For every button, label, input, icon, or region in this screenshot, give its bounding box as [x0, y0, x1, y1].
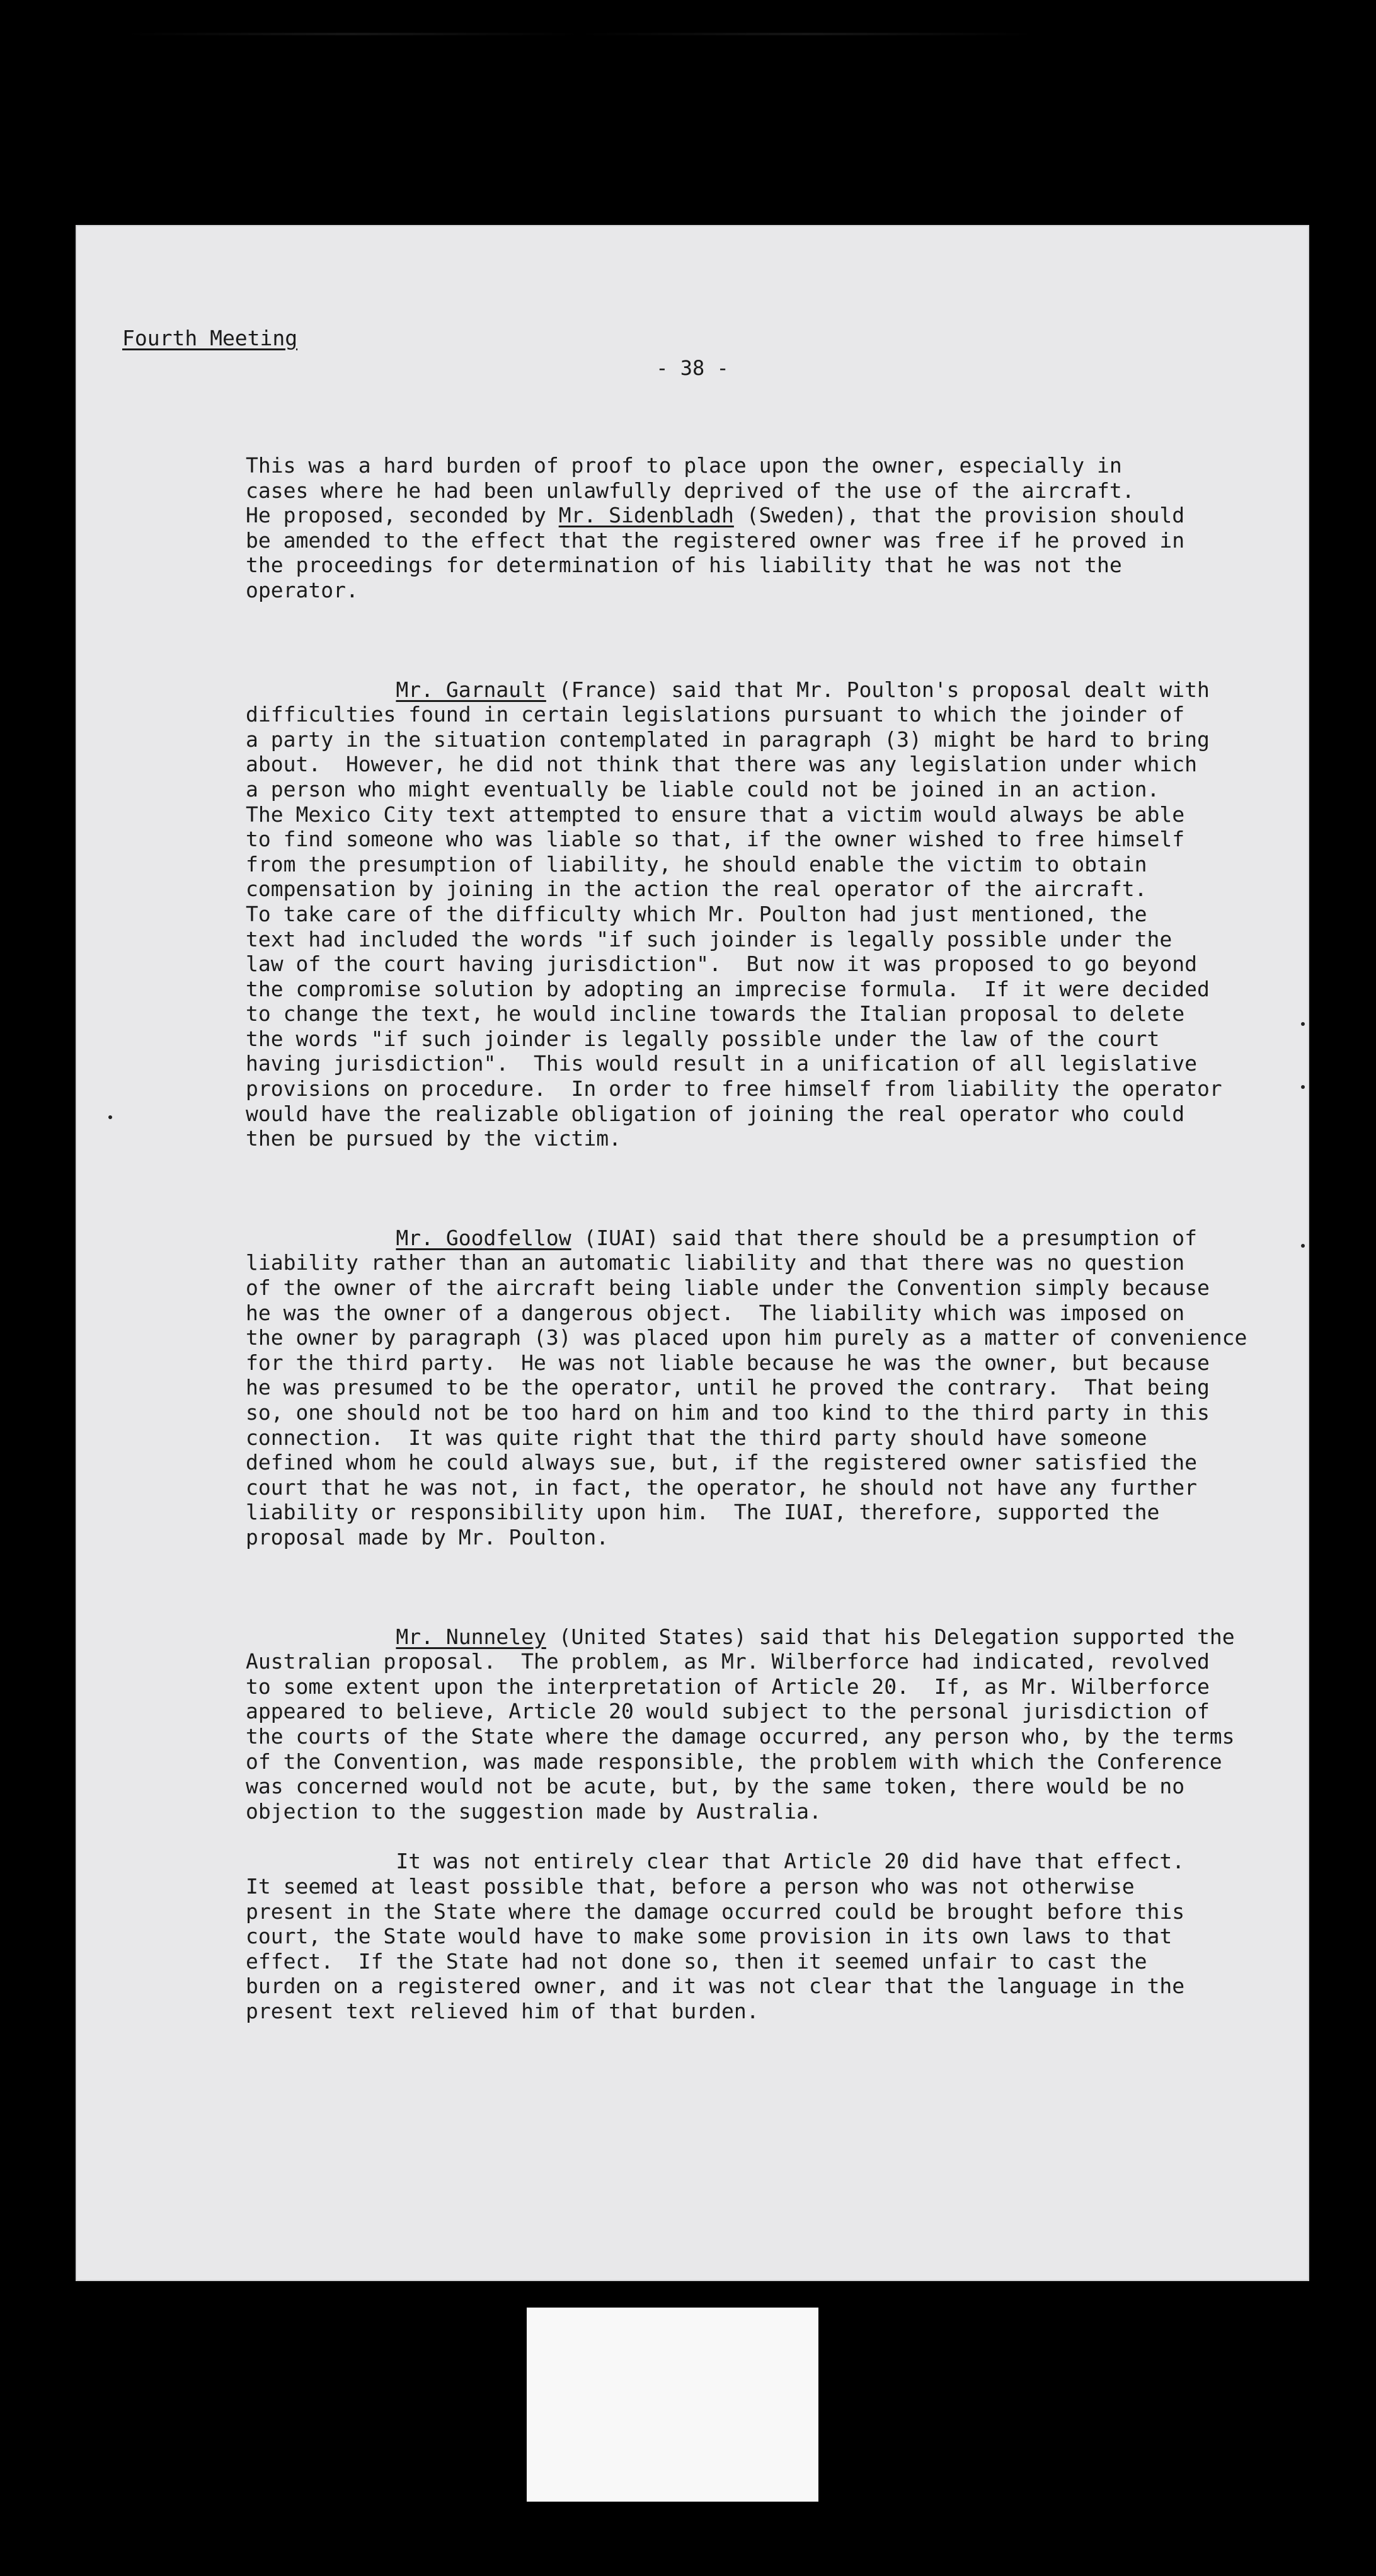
- text-line: be amended to the effect that the registered owner was free if he proved in: [246, 527, 1185, 553]
- text-line: was concerned would not be acute, but, by the same token, there would be no: [246, 1774, 1185, 1799]
- paragraph: [246, 1624, 1279, 1824]
- text-line: present in the State where the damage occurred could be brought before this: [246, 1899, 1185, 1924]
- meeting-header: Fourth Meeting: [122, 326, 298, 350]
- text-line: a party in the situation contemplated in paragraph (3) might be hard to bring: [246, 727, 1210, 752]
- text-segment: (Sweden), that the provision should: [733, 503, 1185, 528]
- text-line: from the presumption of liability, he should enable the victim to obtain: [246, 851, 1147, 877]
- text-line: for the third party. He was not liable because he was the owner, but because: [246, 1350, 1210, 1375]
- page-number: - 38 -: [656, 356, 729, 380]
- text-line: connection. It was quite right that the third party should have someone: [246, 1425, 1147, 1450]
- paragraph-gap: [246, 1824, 1279, 1849]
- text-line: court that he was not, in fact, the operator, he should not have any further: [246, 1475, 1197, 1500]
- speaker-name: Mr. Goodfellow: [396, 1225, 571, 1250]
- text-line: present text relieved him of that burden.: [246, 1998, 759, 2023]
- text-segment: [246, 1226, 396, 1250]
- text-segment: [246, 1624, 396, 1649]
- document-page: [76, 225, 1309, 2281]
- text-line: difficulties found in certain legislations pursuant to which the joinder of: [246, 702, 1185, 727]
- margin-mark: [108, 1115, 112, 1119]
- text-line: would have the realizable obligation of joining the real operator who could: [246, 1101, 1185, 1126]
- margin-mark: [1301, 1085, 1305, 1089]
- text-line: proposal made by Mr. Poulton.: [246, 1524, 609, 1550]
- text-line: appeared to believe, Article 20 would subject to the personal jurisdiction of: [246, 1699, 1210, 1724]
- text-line: The Mexico City text attempted to ensure that a victim would always be able: [246, 802, 1185, 827]
- text-line: the compromise solution by adopting an imprecise formula. If it were decided: [246, 976, 1210, 1001]
- text-line: to change the text, he would incline towards the Italian proposal to delete: [246, 1001, 1185, 1026]
- paragraph: [246, 453, 1279, 603]
- document-body: [246, 453, 1279, 2023]
- text-line: of the owner of the aircraft being liable under the Convention simply because: [246, 1275, 1210, 1301]
- paragraph: [246, 1226, 1279, 1550]
- text-line: compensation by joining in the action the real operator of the aircraft.: [246, 877, 1147, 902]
- text-line: provisions on procedure. In order to free himself from liability the operator: [246, 1076, 1222, 1101]
- text-line: he was presumed to be the operator, until he proved the contrary. That being: [246, 1375, 1210, 1400]
- text-segment: (United States) said that his Delegation supported the: [546, 1624, 1235, 1649]
- text-line: operator.: [246, 577, 358, 602]
- text-line: the owner by paragraph (3) was placed upon him purely as a matter of convenience: [246, 1325, 1247, 1350]
- text-line: It was not entirely clear that Article 20 did have that effect.: [246, 1849, 1185, 1874]
- text-line: It seemed at least possible that, before a person who was not otherwise: [246, 1873, 1135, 1899]
- text-line: so, one should not be too hard on him and too kind to the third party in this: [246, 1400, 1210, 1425]
- scan-artifact: [126, 33, 1260, 35]
- text-line: cases where he had been unlawfully deprived of the use of the aircraft.: [246, 478, 1135, 503]
- text-line: to find someone who was liable so that, if the owner wished to free himself: [246, 827, 1185, 852]
- text-line: having jurisdiction". This would result in a unification of all legislative: [246, 1051, 1197, 1076]
- blank-card: [527, 2308, 818, 2502]
- text-line: court, the State would have to make some provision in its own laws to that: [246, 1924, 1172, 1949]
- text-segment: He proposed, seconded by: [246, 503, 559, 528]
- text-line: law of the court having jurisdiction". But now it was proposed to go beyond: [246, 952, 1197, 977]
- text-line: liability rather than an automatic liability and that there was no question: [246, 1250, 1185, 1275]
- margin-mark: [1301, 1022, 1305, 1026]
- text-line: a person who might eventually be liable could not be joined in an action.: [246, 776, 1160, 802]
- text-line: objection to the suggestion made by Australia.: [246, 1798, 822, 1824]
- paragraph-gap: [246, 603, 1279, 677]
- text-line: [246, 677, 1279, 703]
- text-line: to some extent upon the interpretation of Article 20. If, as Mr. Wilberforce: [246, 1674, 1210, 1699]
- paragraph-gap: [246, 1550, 1279, 1624]
- text-line: about. However, he did not think that there was any legislation under which: [246, 752, 1197, 777]
- text-line: of the Convention, was made responsible, the problem with which the Conference: [246, 1749, 1222, 1774]
- text-line: burden on a registered owner, and it was not clear that the language in the: [246, 1974, 1185, 1999]
- text-line: the words "if such joinder is legally possible under the law of the court: [246, 1026, 1160, 1051]
- text-line: the courts of the State where the damage occurred, any person who, by the terms: [246, 1723, 1235, 1749]
- paragraph-gap: [246, 1151, 1279, 1226]
- text-line: Australian proposal. The problem, as Mr. Wilberforce had indicated, revolved: [246, 1649, 1210, 1674]
- margin-mark: [1301, 1244, 1305, 1248]
- text-line: text had included the words "if such joinder is legally possible under the: [246, 926, 1172, 952]
- text-line: effect. If the State had not done so, then it seemed unfair to cast the: [246, 1948, 1147, 1974]
- text-line: [246, 503, 1279, 528]
- text-segment: (France) said that Mr. Poulton's proposal dealt with: [546, 677, 1210, 702]
- text-line: This was a hard burden of proof to place upon the owner, especially in: [246, 453, 1122, 478]
- paragraph: [246, 1849, 1279, 2023]
- text-segment: (IUAI) said that there should be a presumption of: [571, 1225, 1197, 1250]
- text-segment: [246, 677, 396, 702]
- speaker-name: Mr. Nunneley: [396, 1624, 546, 1649]
- text-line: To take care of the difficulty which Mr. Poulton had just mentioned, the: [246, 901, 1147, 926]
- speaker-name: Mr. Garnault: [396, 677, 546, 702]
- text-line: liability or responsibility upon him. The IUAI, therefore, supported the: [246, 1500, 1160, 1525]
- text-line: the proceedings for determination of his liability that he was not the: [246, 553, 1122, 578]
- text-line: he was the owner of a dangerous object. The liability which was imposed on: [246, 1300, 1185, 1325]
- text-line: [246, 1226, 1279, 1251]
- text-line: then be pursued by the victim.: [246, 1126, 622, 1151]
- text-line: [246, 1624, 1279, 1650]
- text-line: defined whom he could always sue, but, if the registered owner satisfied the: [246, 1450, 1197, 1475]
- paragraph: [246, 677, 1279, 1151]
- speaker-name: Mr. Sidenbladh: [558, 503, 734, 528]
